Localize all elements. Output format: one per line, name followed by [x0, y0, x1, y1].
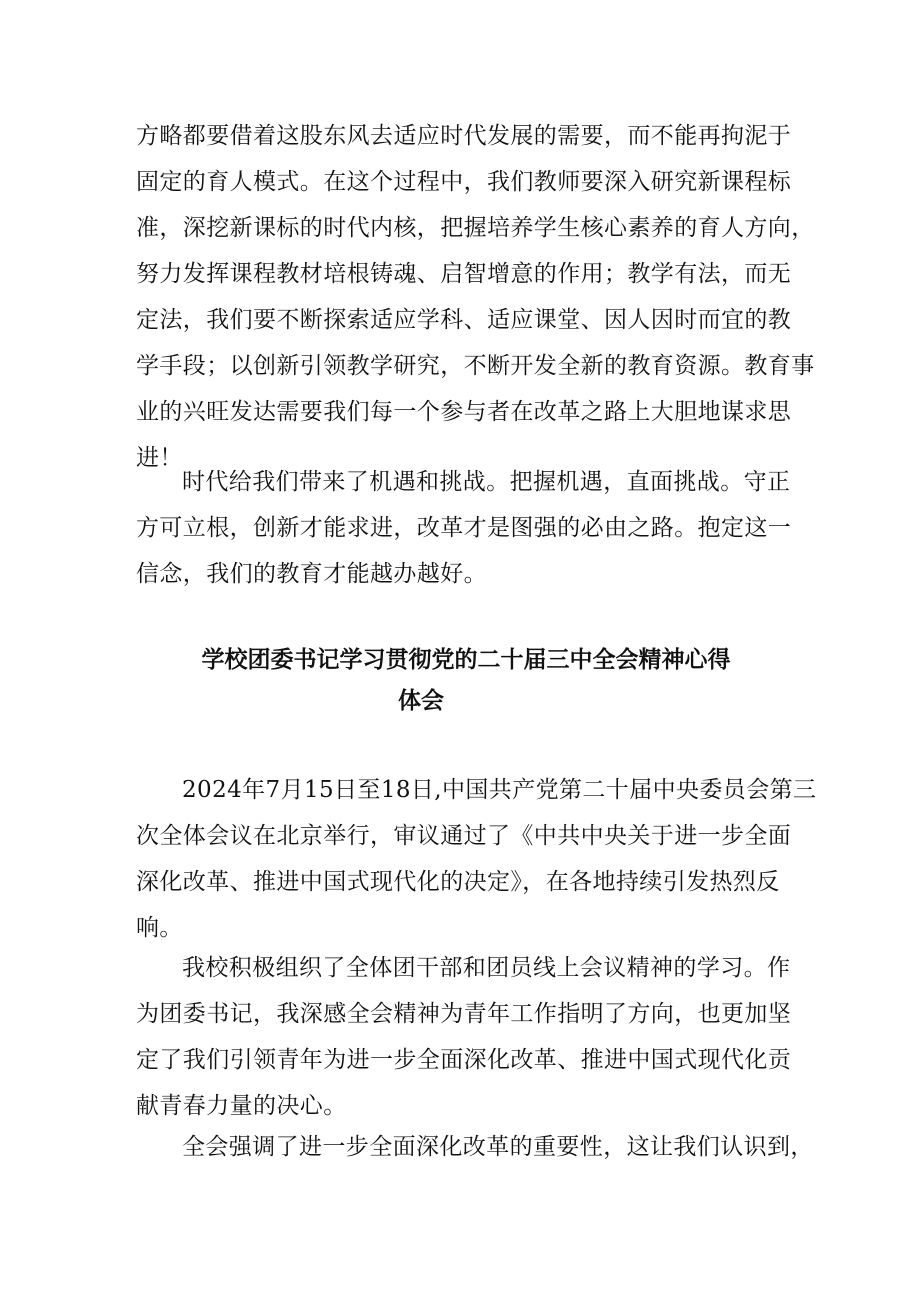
text-line: 定法，我们要不断探索适应学科、适应课堂、因人因时而宜的教 [136, 307, 792, 333]
text-line: 定了我们引领青年为进一步全面深化改革、推进中国式现代化贡 [136, 1047, 792, 1073]
text-line: 时代给我们带来了机遇和挑战。把握机遇，直面挑战。守正 [182, 469, 791, 495]
text-line: 次全体会议在北京举行，审议通过了《中共中央关于进一步全面 [136, 823, 792, 849]
article-title-line: 体会 [398, 688, 444, 714]
text-line: 方略都要借着这股东风去适应时代发展的需要，而不能再拘泥于 [136, 123, 792, 149]
text-line: 进！ [136, 445, 183, 471]
text-line: 为团委书记，我深感全会精神为青年工作指明了方向，也更加坚 [136, 1001, 792, 1027]
paragraph-plenary-session [136, 767, 817, 951]
text-line: 准，深挖新课标的时代内核，把握培养学生核心素养的育人方向， [136, 215, 815, 241]
article-title [136, 640, 796, 722]
text-line: 固定的育人模式。在这个过程中，我们教师要深入研究新课程标 [136, 169, 792, 195]
text-line: 深化改革、推进中国式现代化的决定》，在各地持续引发热烈反 [136, 869, 780, 895]
paragraph-opportunity-challenge [136, 459, 796, 597]
article-title-line: 学校团委书记学习贯彻党的二十届三中全会精神心得 [201, 647, 731, 673]
text-line: 努力发挥课程教材培根铸魂、启智增意的作用；教学有法，而无 [136, 261, 792, 287]
text-line: 全会强调了进一步全面深化改革的重要性，这让我们认识到， [182, 1134, 814, 1160]
text-line: 响。 [136, 915, 183, 941]
text-line: 信念，我们的教育才能越办越好。 [136, 561, 487, 587]
text-line: 业的兴旺发达需要我们每一个参与者在改革之路上大胆地谋求思 [136, 399, 792, 425]
text-line: 献青春力量的决心。 [136, 1093, 347, 1119]
text-line: 学手段；以创新引领教学研究，不断开发全新的教育资源。教育事 [136, 353, 815, 379]
paragraph-educational-reform [136, 113, 815, 481]
text-line: 2024年7月15日至18日,中国共产党第二十届中央委员会第三 [182, 777, 817, 803]
paragraph-league-study [136, 945, 796, 1129]
text-line: 方可立根，创新才能求进，改革才是图强的必由之路。抱定这一 [136, 515, 792, 541]
text-line: 我校积极组织了全体团干部和团员线上会议精神的学习。作 [182, 955, 791, 981]
paragraph-deepening-reform [136, 1124, 814, 1170]
